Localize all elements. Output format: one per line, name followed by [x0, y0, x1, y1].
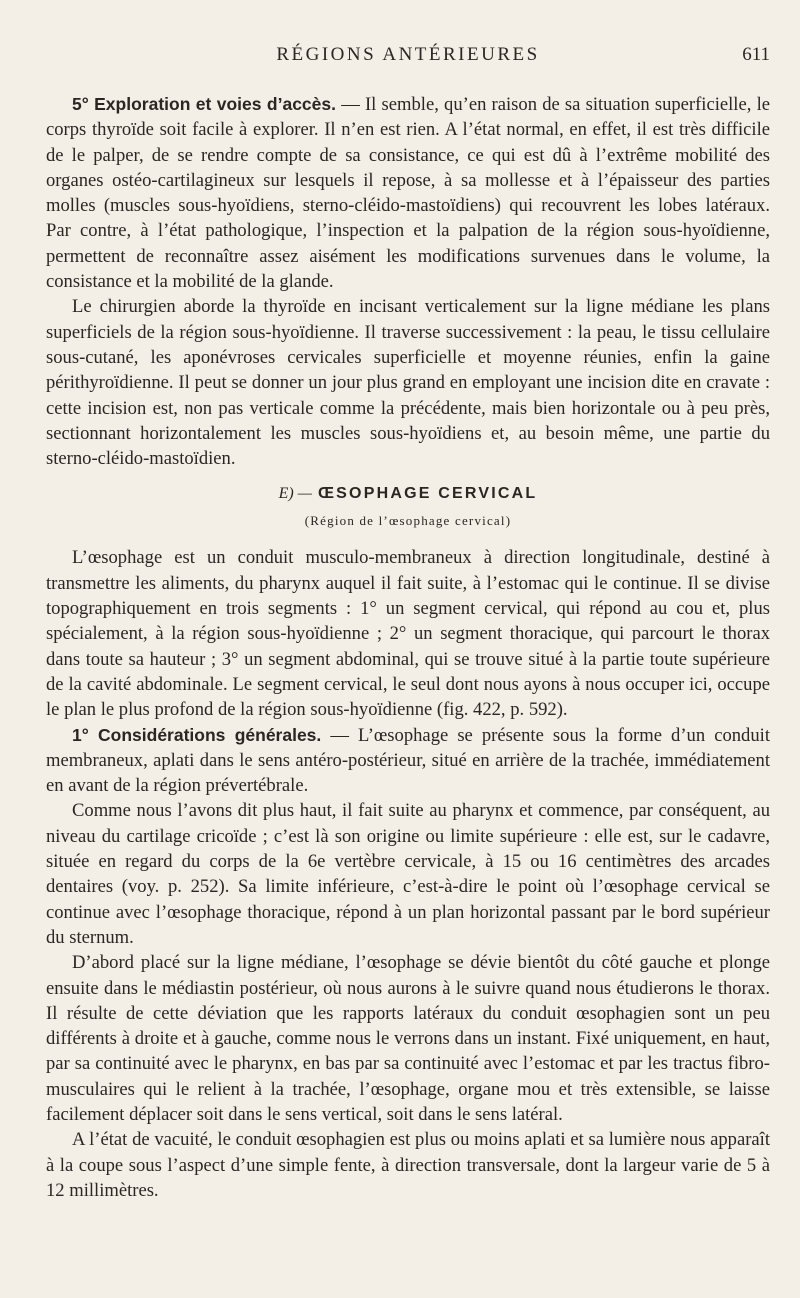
- paragraph-text: — Il semble, qu’en raison de sa situation superficielle, le corps thyroïde soit facile à explorer. Il n’en est rien. A l’état normal, en effet, il est très difficile de le palper, de se rendre compte de sa consistance, ce qui est dû à l’extrême mobilité des organes ostéo-cartilagineux sur lesquels il repose, à sa mollesse et à l’épaisseur des parties molles (muscles sous-hyoïdiens, sterno-cléido-mastoïdiens) qui recouvrent les lobes latéraux. Par contre, à l’état pathologique, l’inspection et la palpation de la région sous-hyoïdienne, permettent de reconnaître assez aisément les modifications survenues dans le volume, la consistance et la mobilité de la glande.: [46, 94, 770, 293]
- paragraph-limits: Comme nous l’avons dit plus haut, il fait suite au pharynx et commence, par conséquent, au niveau du cartilage cricoïde ; c’est là son origine ou limite supérieure : elle est, sur le cadavre, située en regard du corps de la 6e vertèbre cervicale, à 15 ou 16 centimètres des arcades dentaires (voy. p. 252). Sa limite inférieure, c’est-à-dire le point où l’œsophage cervical se continue avec l’œsophage thoracique, répond à un plan horizontal passant par le bord supérieur du sternum.: [46, 800, 770, 948]
- paragraph-exploration: [46, 92, 770, 294]
- chapter-name: ŒSOPHAGE CERVICAL: [317, 485, 538, 503]
- chapter-title: [46, 481, 770, 507]
- body-text: [46, 92, 770, 1203]
- paragraph-vacuity: A l’état de vacuité, le conduit œsophagien est plus ou moins aplati et sa lumière nous apparaît à la coupe sous l’aspect d’une simple fente, à direction transversale, dont la largeur varie de 5 à 12 millimètres.: [46, 1129, 770, 1201]
- paragraph-deviation: D’abord placé sur la ligne médiane, l’œsophage se dévie bientôt du côté gauche et plonge ensuite dans le médiastin postérieur, où nous aurons à le suivre quand nous étudierons le thorax. Il résulte de cette déviation que les rapports latéraux du conduit œsophagien sont un peu différents à droite et à gauche, comme nous le verrons dans un instant. Fixé uniquement, en haut, par sa continuité avec le pharynx, en bas par sa continuité avec l’estomac et par les tractus fibro-musculaires qui le relient à la trachée, l’œsophage, organe mou et très extensible, se laisse facilement déplacer soit dans le sens vertical, soit dans le sens latéral.: [46, 952, 770, 1125]
- page-number: 611: [742, 44, 770, 65]
- paragraph-surgical-approach: Le chirurgien aborde la thyroïde en incisant verticalement sur la ligne médiane les plans superficiels de la région sous-hyoïdienne. Il traverse successivement : la peau, le tissu cellulaire sous-cutané, les aponévroses cervicales superficielle et moyenne réunies, enfin la gaine périthyroïdienne. Il peut se donner un jour plus grand en employant une incision dite en cravate : cette incision est, non pas verticale comme la précédente, mais bien horizontale ou à peu près, sectionnant horizontalement les muscles sous-hyoïdiens et, au besoin même, une partie du sterno-cléido-mastoïdien.: [46, 296, 770, 470]
- paragraph-intro: L’œsophage est un conduit musculo-membraneux à direction longitudinale, destiné à transmettre les aliments, du pharynx auquel il fait suite, à l’estomac qui le continue. Il se divise topographiquement en trois segments : 1° un segment cervical, qui répond au cou et, plus spécialement, à la région sous-hyoïdienne ; 2° un segment thoracique, qui parcourt le thorax dans toute sa hauteur ; 3° un segment abdominal, qui se trouve situé à la partie toute supérieure de la cavité abdominale. Le segment cervical, le seul dont nous ayons à nous occuper ici, occupe le plan le plus profond de la région sous-hyoïdienne (fig. 422, p. 592).: [46, 547, 770, 721]
- section-heading-general: 1° Considérations générales.: [72, 724, 322, 745]
- running-title: RÉGIONS ANTÉRIEURES: [276, 44, 540, 65]
- paragraph-general-considerations: [46, 723, 770, 799]
- chapter-label: E) —: [278, 485, 312, 503]
- running-header: [46, 44, 770, 74]
- section-heading-exploration: 5° Exploration et voies d’accès.: [72, 94, 336, 114]
- chapter-subtitle: (Région de l’œsophage cervical): [304, 513, 512, 529]
- paragraph-text: — L’œsophage se présente sous la forme d’un conduit membraneux, aplati dans le sens antéro-postérieur, situé en arrière de la trachée, immédiatement en avant de la région prévertébrale.: [46, 724, 770, 797]
